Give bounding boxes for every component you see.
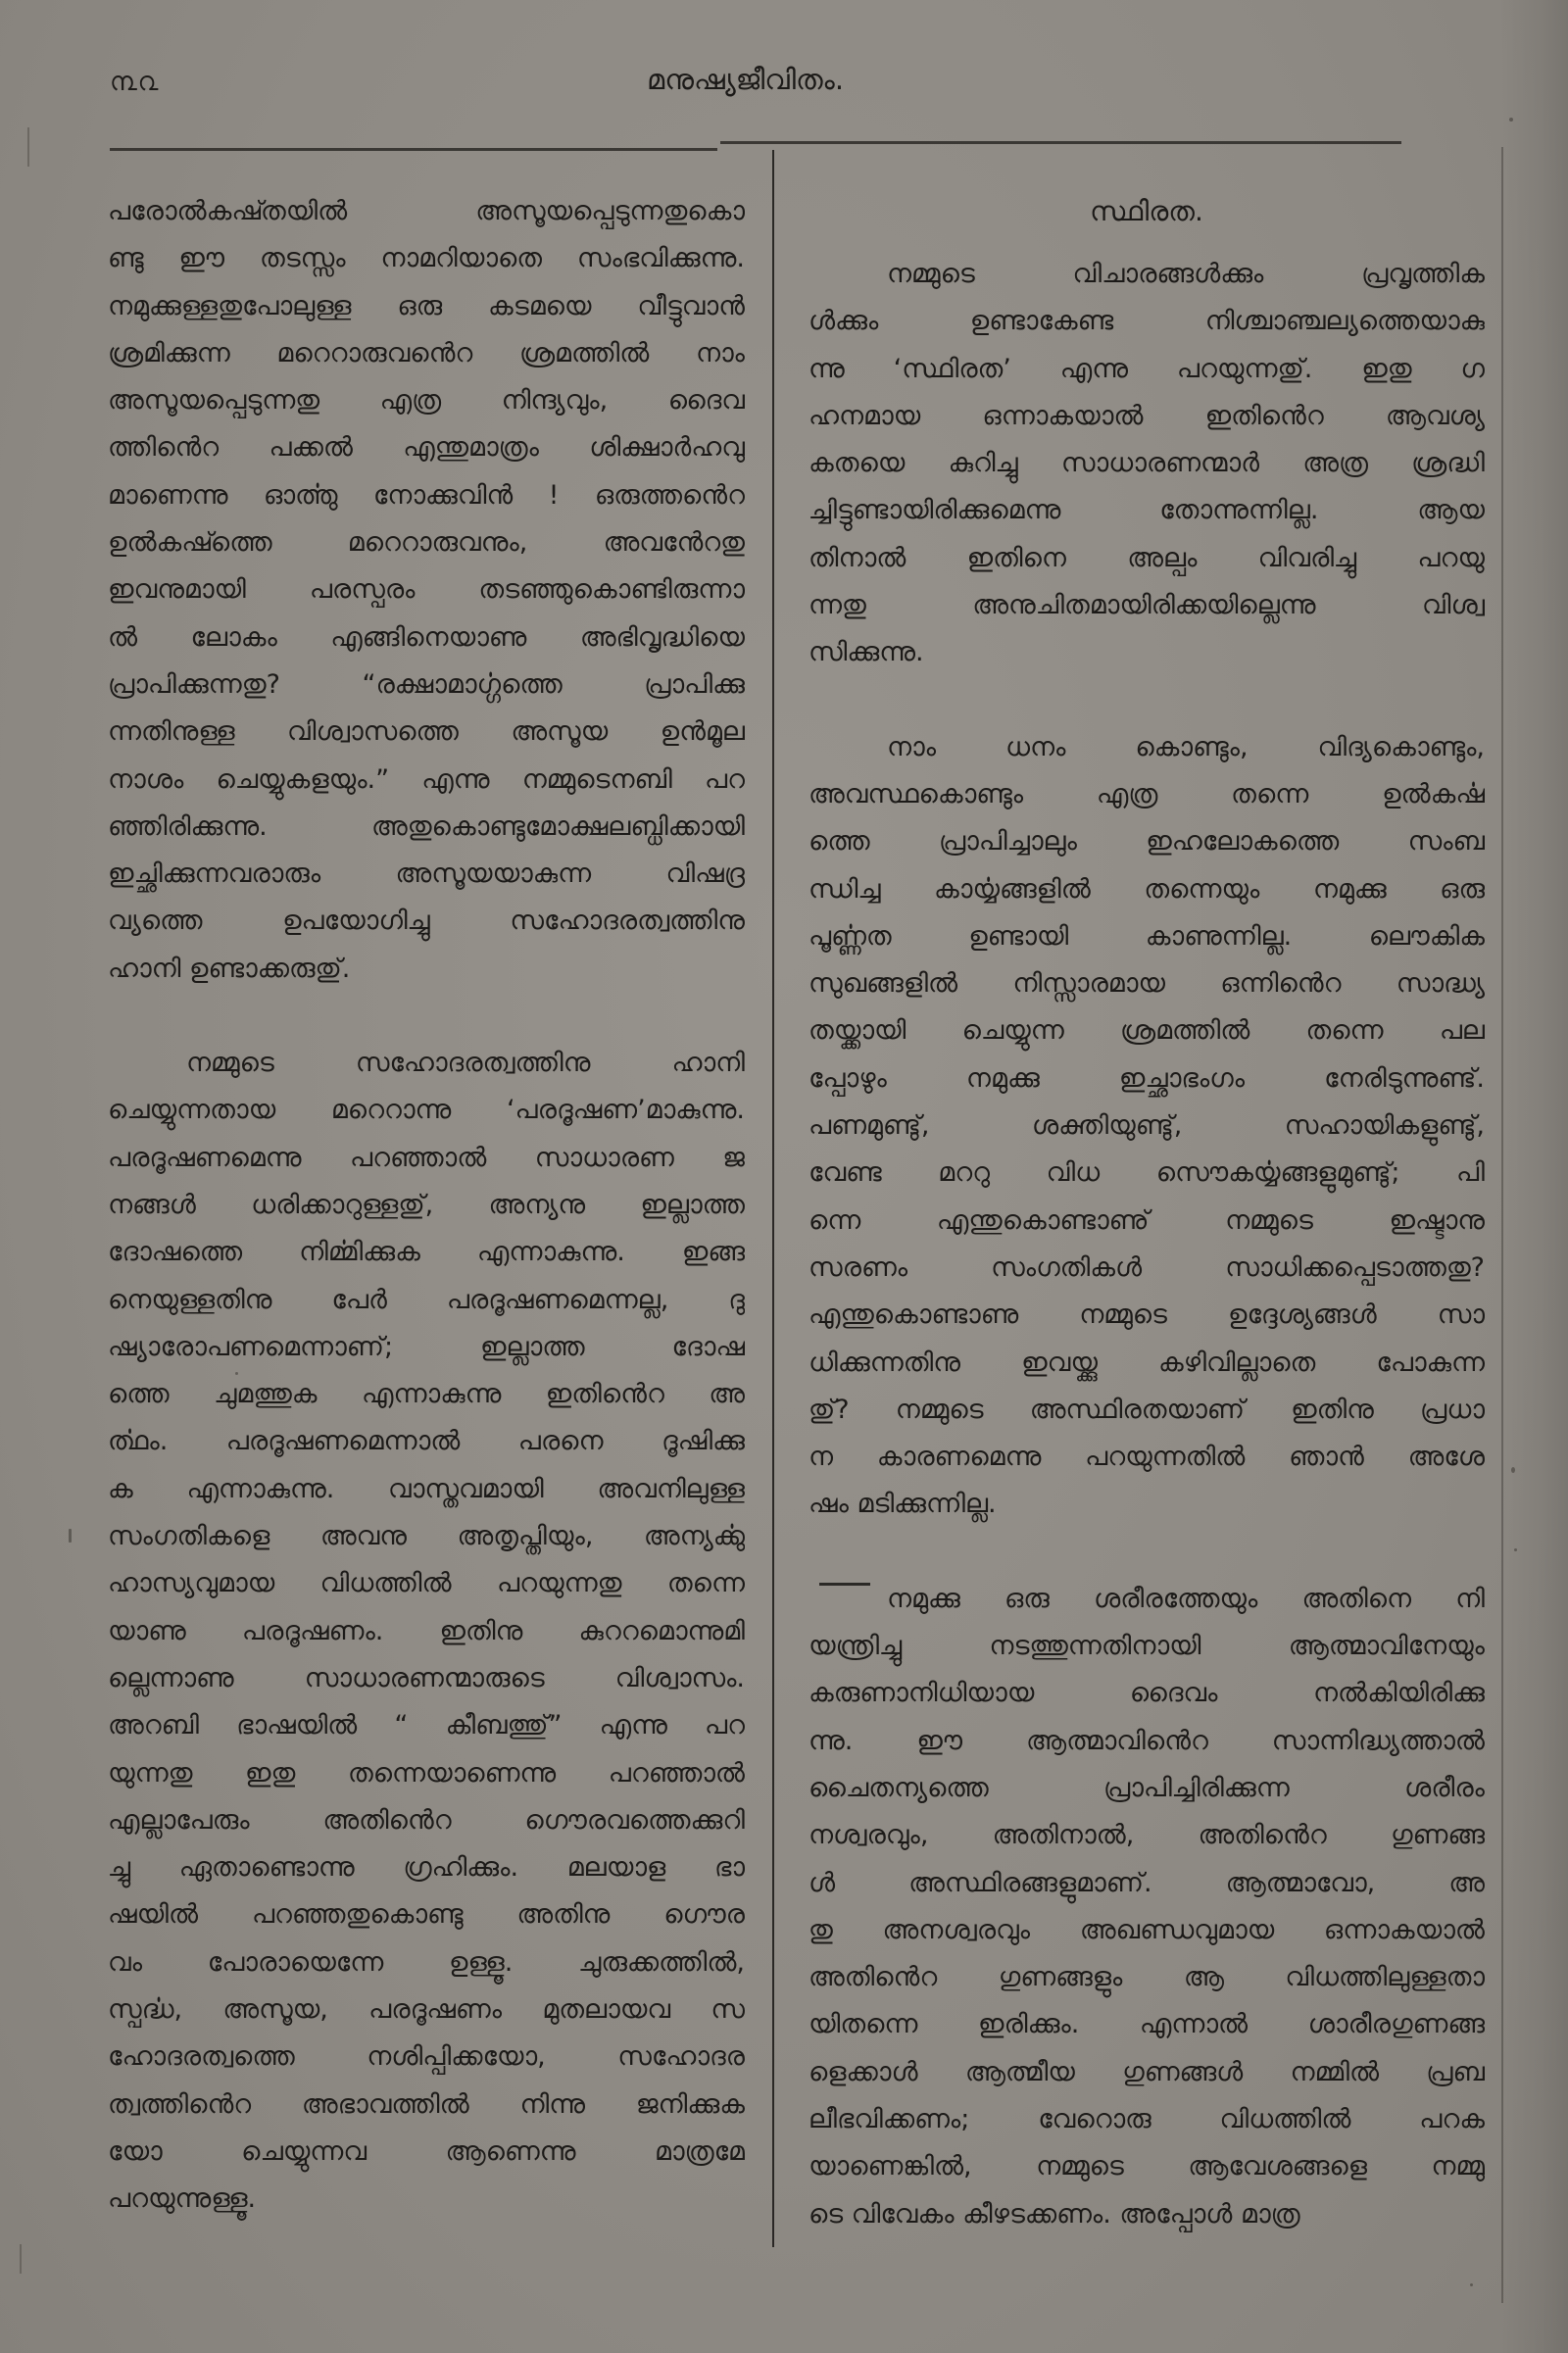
- text-line: ന്നെ എന്തുകൊണ്ടാണു് നമ്മുടെ ഇഷ്ടാനു: [808, 1204, 1485, 1236]
- text-line: ടെ വിവേകം കീഴടക്കണം. അപ്പോൾ മാത്ര: [808, 2198, 1300, 2230]
- text-line: ച്ചു ഏതാണ്ടൊന്നു ഗ്രഹിക്കും. മലയാള ഭാ: [108, 1852, 745, 1884]
- paragraph-gap: [108, 993, 745, 1040]
- paragraph-gap: [808, 677, 1485, 724]
- text-line: ചൈതന്യത്തെ പ്രാപിച്ചിരിക്കുന്ന ശരീരം: [808, 1772, 1485, 1803]
- paragraph: [108, 1040, 745, 2223]
- text-line: ഇവനുമായി പരസ്പരം തടഞ്ഞുകൊണ്ടിരുന്നാ: [108, 574, 745, 606]
- paragraph-gap: [808, 1529, 1485, 1576]
- text-line: നെയുള്ളതിനു പേർ പരദൂഷണമെന്നല്ല, ദു: [108, 1284, 745, 1315]
- text-line: കതയെ കുറിച്ചു സാധാരണന്മാർ അത്ര ശ്രദ്ധി: [808, 448, 1485, 479]
- text-line: നശ്വരവും, അതിനാൽ, അതിൻെറ ഗുണങ്ങ: [808, 1820, 1485, 1851]
- text-line: ച്ചിട്ടുണ്ടായിരിക്കുമെന്നു തോന്നുന്നില്ല. ആയ: [808, 495, 1485, 526]
- text-line: ഉൽകഷ്ത്തെ മറെറാരുവനും, അവൻേറതു: [108, 527, 745, 559]
- page-header: [0, 61, 1568, 110]
- text-line: ൾക്കും ഉണ്ടാകേണ്ട നിശ്ചാഞ്ചല്യത്തെയാകു: [808, 306, 1485, 337]
- text-line: തു അനശ്വരവും അഖണ്ഡവുമായ ഒന്നാകയാൽ: [808, 1914, 1485, 1945]
- text-line: ത്വത്തിൻെറ അഭാവത്തിൽ നിന്നു ജനിക്കുക: [108, 2088, 745, 2120]
- text-line: നാശം ചെയ്യുകളയും.” എന്നു നമ്മുടെനബി പറ: [108, 763, 745, 795]
- text-line: നമുക്കുള്ളതുപോലുള്ള ഒരു കടമയെ വീട്ടുവാൻ: [108, 290, 745, 321]
- text-line: നമ്മുടെ സഹോദരത്വത്തിനു ഹാനി: [186, 1048, 745, 1079]
- text-line: സംഗതികളെ അവനു അതൃപ്തിയും, അന്യൎക്കു: [108, 1521, 745, 1552]
- text-line: ന്നതിനുള്ള വിശ്വാസത്തെ അസൂയ ഉൻമൂല: [108, 716, 745, 748]
- paragraph: [808, 1576, 1485, 2238]
- text-line: ഹനമായ ഒന്നാകയാൽ ഇതിൻെറ ആവശ്യ: [808, 400, 1485, 431]
- text-line: നാം ധനം കൊണ്ടും, വിദ്യകൊണ്ടും,: [887, 731, 1485, 762]
- text-line: എന്തുകൊണ്ടാണു നമ്മുടെ ഉദ്ദേശ്യങ്ങൾ സാ: [808, 1299, 1485, 1331]
- text-line: ത്തെ ചുമത്തുക എന്നാകുന്നു ഇതിൻെറ അ: [108, 1379, 745, 1410]
- text-line: സിക്കുന്നു.: [808, 637, 924, 668]
- text-line: അറബി ഭാഷയിൽ “ കീബത്തു്” എന്നു പറ: [108, 1710, 745, 1741]
- text-line: ശ്രമിക്കുന്ന മറെറാരുവൻെറ ശ്രമത്തിൽ നാം: [108, 337, 745, 368]
- margin-mark: [20, 2244, 22, 2274]
- paragraph: [108, 188, 745, 993]
- text-line: ഇച്ഛിക്കുന്നവരാരും അസൂയയാകുന്ന വിഷദ്ര: [108, 858, 745, 890]
- text-line: യിതന്നെ ഇരിക്കും. എന്നാൽ ശാരീരഗുണങ്ങ: [808, 2009, 1485, 2040]
- text-line: വം പോരായെന്നേ ഉള്ളൂ. ചുരുക്കത്തിൽ,: [108, 1946, 745, 1978]
- text-line: തു്? നമ്മുടെ അസ്ഥിരതയാണ് ഇതിനു പ്രധാ: [808, 1394, 1485, 1425]
- text-line: ത്തിൻെറ പക്കൽ എന്തുമാത്രം ശിക്ഷാർഹവു: [108, 432, 745, 464]
- text-line: തയ്ക്കായി ചെയ്യുന്ന ശ്രമത്തിൽ തന്നെ പല: [808, 1015, 1485, 1047]
- text-line: ഹാനി ഉണ്ടാക്കരുതു്.: [108, 953, 351, 984]
- header-rule-left: [110, 148, 717, 151]
- text-line: ത്തെ പ്രാപിച്ചാലും ഇഹലോകത്തെ സംബ: [808, 826, 1485, 858]
- text-line: ന്നതു അനുചിതമായിരിക്കയില്ലെന്നു വിശ്വ: [808, 590, 1485, 621]
- text-line: യന്ത്രിച്ചു നടത്തുന്നതിനായി ആത്മാവിനേയും: [808, 1631, 1485, 1662]
- text-line: ളെക്കാൾ ആത്മീയ ഗുണങ്ങൾ നമ്മിൽ പ്രബ: [808, 2056, 1485, 2087]
- text-line: ൾ അസ്ഥിരങ്ങളുമാണ്. ആത്മാവോ, അ: [808, 1867, 1485, 1898]
- text-line: ലീഭവിക്കണം; വേറൊരു വിധത്തിൽ പറക: [808, 2103, 1485, 2134]
- header-rule-right: [720, 141, 1401, 144]
- text-line: ണ്ടു ഈ തടസ്സം നാമറിയാതെ സംഭവിക്കുന്നു.: [108, 243, 745, 274]
- text-line: ന്നു. ഈ ആത്മാവിൻെറ സാന്നിദ്ധ്യത്താൽ: [808, 1725, 1485, 1756]
- text-line: ന്നു ‘സ്ഥിരത’ എന്നു പറയുന്നതു്. ഇതു ഗ: [808, 353, 1485, 384]
- text-line: വ്യത്തെ ഉപയോഗിച്ചു സഹോദരത്വത്തിനു: [108, 906, 745, 937]
- text-line: യോ ചെയ്യുന്നവ ആണെന്നു മാത്രമേ: [108, 2135, 745, 2167]
- text-line: അസൂയപ്പെടുന്നതു എത്ര നിന്ദ്യവും, ദൈവ: [108, 385, 745, 417]
- text-line: കരുണാനിധിയായ ദൈവം നൽകിയിരിക്കു: [808, 1678, 1485, 1709]
- text-line: ഹാസ്യവുമായ വിധത്തിൽ പറയുന്നതു തന്നെ: [108, 1568, 745, 1599]
- left-column: [108, 188, 745, 2223]
- page-number: ൩൨: [110, 67, 160, 97]
- text-line: ൽ ലോകം എങ്ങിനെയാണു അഭിവൃദ്ധിയെ: [108, 621, 745, 653]
- text-line: നമ്മുടെ വിചാരങ്ങൾക്കും പ്രവൃത്തിക: [887, 259, 1485, 289]
- text-line: ക എന്നാകുന്നു. വാസ്തവമായി അവനിലുള്ള: [108, 1473, 745, 1504]
- text-line: ചെയ്യുന്നതായ മറെറാന്നു ‘പരദൂഷണ’മാകുന്നു.: [108, 1095, 745, 1126]
- text-line: ഷയിൽ പറഞ്ഞതുകൊണ്ടു അതിനു ഗൌര: [108, 1899, 745, 1931]
- text-line: പരദൂഷണമെന്നു പറഞ്ഞാൽ സാധാരണ ജ: [108, 1142, 745, 1173]
- text-line: ല്ലെന്നാണു സാധാരണന്മാരുടെ വിശ്വാസം.: [108, 1662, 745, 1693]
- text-line: ധിക്കുന്നതിനു ഇവയ്ക്കു കഴിവില്ലാതെ പോകുന്ന: [808, 1347, 1485, 1378]
- text-line: പറയുന്നുള്ളൂ.: [108, 2183, 257, 2215]
- text-line: എല്ലാപേരും അതിൻെറ ഗൌരവത്തെക്കുറി: [108, 1804, 745, 1836]
- text-line: സ്പൎദ്ധ, അസൂയ, പരദൂഷണം മുതലായവ സ: [108, 1993, 745, 2025]
- text-line: പ്പോഴും നമുക്കു ഇച്ഛാഭംഗം നേരിടുന്നുണ്ട്.: [808, 1062, 1485, 1094]
- text-line: യാണു പരദൂഷണം. ഇതിനു കുററമൊന്നുമി: [108, 1615, 745, 1646]
- text-line: ഷം മടിക്കുന്നില്ല.: [808, 1489, 997, 1520]
- text-line: അവസ്ഥകൊണ്ടും എത്ര തന്നെ ഉൽകൎഷ: [808, 778, 1485, 809]
- text-line: ഹോദരത്വത്തെ നശിപ്പിക്കയോ, സഹോദര: [108, 2041, 745, 2073]
- text-line: ന കാരണമെന്നു പറയുന്നതിൽ ഞാൻ അശേ: [808, 1442, 1485, 1473]
- text-line: ദോഷത്തെ നിൎമ്മിക്കുക എന്നാകുന്നു. ഇങ്ങ: [108, 1237, 745, 1268]
- text-line: പണമുണ്ടു്, ശക്തിയുണ്ടു്, സഹായികളുണ്ടു്,: [808, 1110, 1485, 1142]
- text-line: നമുക്കു ഒരു ശരീരത്തേയും അതിനെ നി: [887, 1583, 1485, 1614]
- margin-mark: [27, 127, 29, 167]
- text-line: തിനാൽ ഇതിനെ അല്പം വിവരിച്ചു പറയു: [808, 542, 1485, 573]
- paragraph: [808, 251, 1485, 677]
- text-line: സുഖങ്ങളിൽ നിസ്സാരമായ ഒന്നിൻെറ സാദ്ധ്യ: [808, 968, 1485, 1000]
- page-edge-line: [1501, 147, 1503, 2303]
- text-line: മാണെന്നു ഓൎത്തു നോക്കുവിൻ ! ഒരുത്തൻെറ: [108, 479, 745, 511]
- paragraph: [808, 724, 1485, 1529]
- text-line: പൂൎണ്ണത ഉണ്ടായി കാണുന്നില്ല. ലൌകിക: [808, 920, 1485, 952]
- text-line: അതിൻെറ ഗുണങ്ങളും ആ വിധത്തിലുള്ളതാ: [808, 1962, 1485, 1993]
- section-heading: സ്ഥിരത.: [1090, 195, 1203, 227]
- text-line: ൎത്ഥം. പരദൂഷണമെന്നാൽ പരനെ ദൂഷിക്കു: [108, 1426, 745, 1457]
- section-dash: [819, 1583, 870, 1586]
- text-line: സരണം സംഗതികൾ സാധിക്കപ്പെടാത്തതു?: [808, 1251, 1485, 1283]
- text-line: ന്ധിച്ച കാൎയ്യങ്ങളിൽ തന്നെയും നമുക്കു ഒരു: [808, 873, 1485, 905]
- page-shadow: [1499, 0, 1568, 2353]
- running-title: മനുഷ്യജീവിതം.: [647, 63, 845, 96]
- text-line: ഞ്ഞിരിക്കുന്നു. അതുകൊണ്ടുമോക്ഷലബ്ധിക്കായി: [108, 810, 745, 842]
- text-line: യാണെങ്കിൽ, നമ്മുടെ ആവേശങ്ങളെ നമ്മു: [808, 2151, 1485, 2182]
- text-line: പ്രാപിക്കുന്നതു? “രക്ഷാമാൎഗ്ഗത്തെ പ്രാപിക്കു: [108, 668, 745, 700]
- text-line: പരോൽകഷ്തയിൽ അസൂയപ്പെടുന്നതുകൊ: [108, 196, 745, 226]
- text-line: യുന്നതു ഇതു തന്നെയാണെന്നു പറഞ്ഞാൽ: [108, 1757, 745, 1789]
- text-line: ഷ്യാരോപണമെന്നാണ്; ഇല്ലാത്ത ദോഷ: [108, 1331, 745, 1362]
- column-divider: [772, 150, 774, 2247]
- text-line: നങ്ങൾ ധരിക്കാറുള്ളതു്, അന്യനു ഇല്ലാത്ത: [108, 1189, 745, 1220]
- text-line: വേണ്ട മററു വിധ സൌകൎയ്യങ്ങളുമുണ്ടു്; പി: [808, 1157, 1485, 1189]
- right-column: [808, 188, 1485, 2238]
